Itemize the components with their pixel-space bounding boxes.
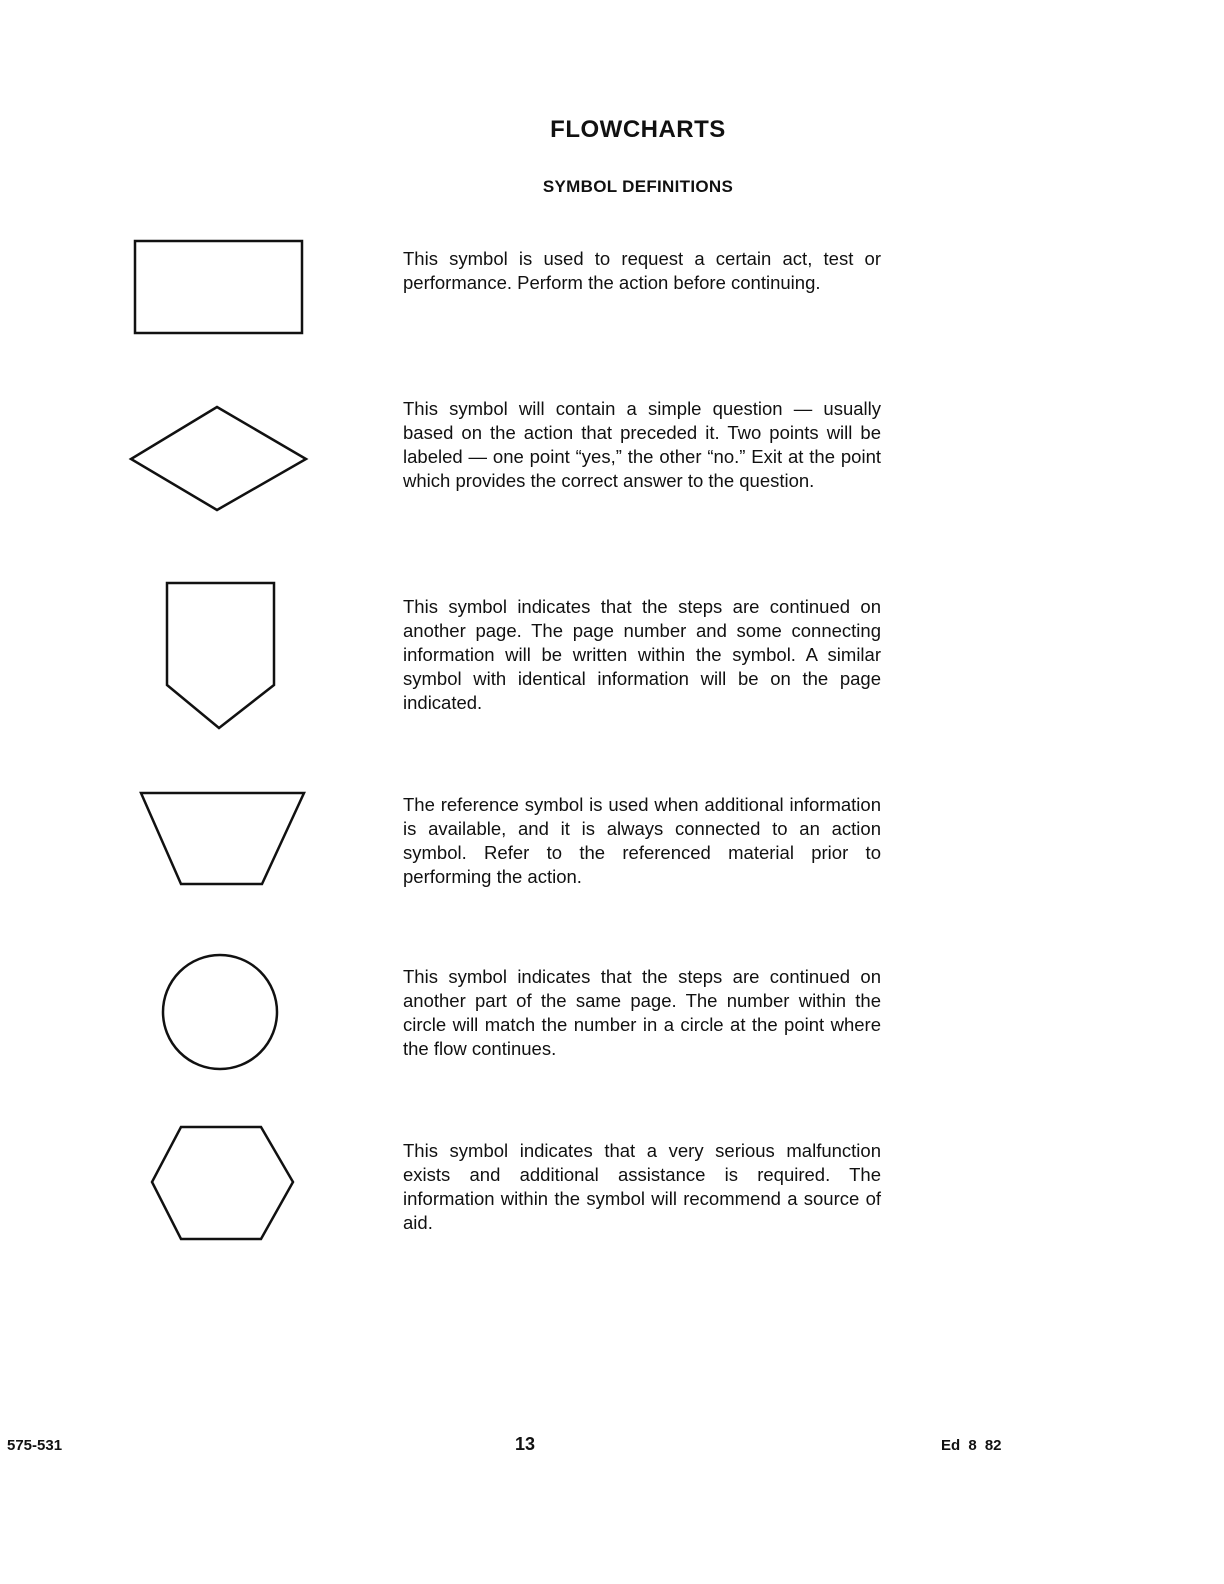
footer-edition: Ed 8 82 (941, 1437, 1002, 1454)
definition-text-action: This symbol is used to request a certain act, test or performance. Perform the action before continuing. (403, 248, 881, 293)
circle-connector-symbol-icon (160, 952, 282, 1074)
page-title: FLOWCHARTS (550, 116, 726, 143)
reference-symbol-icon (138, 790, 308, 888)
definition-text-malfunction: This symbol indicates that a very serious malfunction exists and additional assistance is required. The information within the symbol will recommend a source of aid. (403, 1140, 881, 1233)
definition-text-reference: The reference symbol is used when additional information is available, and it is always connected to an action symbol. Refer to the referenced material prior to performing the action. (403, 794, 881, 887)
definition-text-off-page: This symbol indicates that the steps are continued on another page. The page number and some connecting information will be written within the symbol. A similar symbol with identical information will be on the page indicated. (403, 596, 881, 713)
definition-text-on-page: This symbol indicates that the steps are continued on another part of the same page. The number within the circle will match the number in a circle at the point where the flow continues. (403, 966, 881, 1059)
off-page-connector-symbol-icon (164, 580, 278, 732)
page-subtitle: SYMBOL DEFINITIONS (542, 177, 734, 196)
footer-doc-number: 575-531 (7, 1437, 63, 1454)
footer-page-number: 13 (515, 1434, 536, 1454)
diamond-symbol-icon (128, 405, 310, 513)
hexagon-symbol-icon (149, 1124, 297, 1244)
rectangle-symbol-icon (133, 239, 305, 337)
definition-text-decision: This symbol will contain a simple question — usually based on the action that preceded it. Two points will be labeled — one point “yes,” the other “no.” Exit at the point which provides the correct answer to the question. (403, 398, 881, 491)
